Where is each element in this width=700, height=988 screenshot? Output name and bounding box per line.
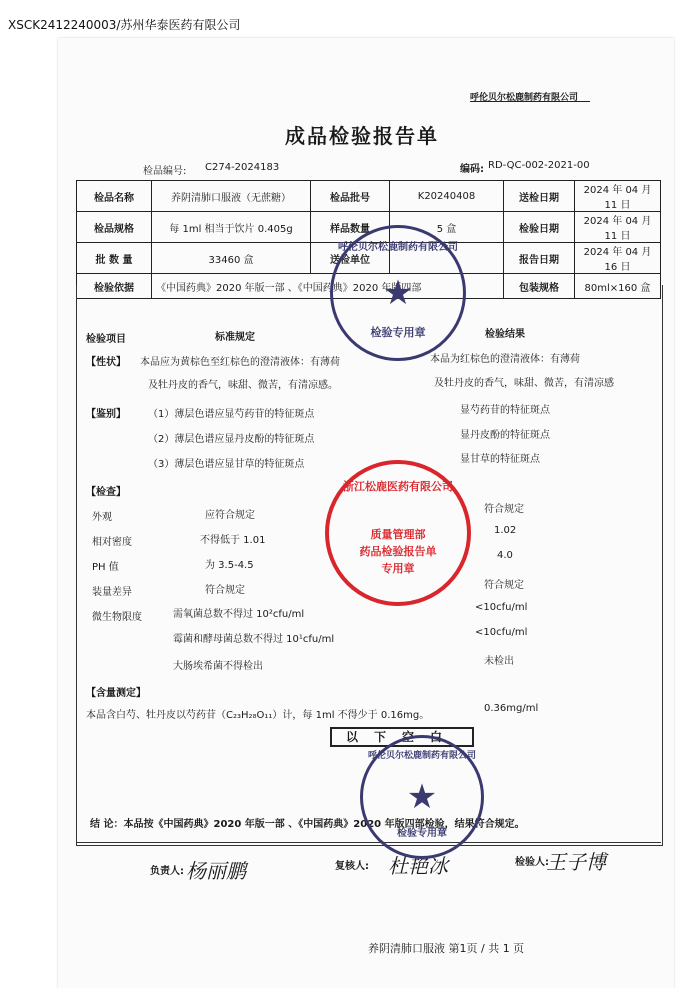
stamp-center-text: 检验专用章 <box>397 828 447 839</box>
inspector-signature: 王子博 <box>546 850 606 874</box>
cell: 检品名称 <box>77 181 152 212</box>
cell: 33460 盒 <box>152 243 311 274</box>
stamp-center-text: 药品检验报告单 <box>359 545 437 558</box>
cell: 每 1ml 相当于饮片 0.405g <box>152 212 311 243</box>
cell: 检品规格 <box>77 212 152 243</box>
star-icon: ★ <box>382 273 414 313</box>
res-line: 显甘草的特征斑点 <box>460 454 540 465</box>
check-std: 应符合规定 <box>205 510 255 521</box>
cell: 批 数 量 <box>77 243 152 274</box>
check-std: 需氧菌总数不得过 10²cfu/ml <box>173 609 305 620</box>
std-line: （2）薄层色谱应显丹皮酚的特征斑点 <box>148 434 315 445</box>
std-line: （1）薄层色谱应显芍药苷的特征斑点 <box>148 409 315 420</box>
stamp-ring-text: 浙江松鹿医药有限公司 <box>343 480 453 493</box>
res-line: 显丹皮酚的特征斑点 <box>460 430 550 441</box>
std-line: 及牡丹皮的香气，味甜、微苦，有清凉感。 <box>148 380 338 391</box>
reviewer-label: 复核人: <box>335 861 369 872</box>
header-standard: 标准规定 <box>215 332 255 343</box>
company-name: 呼伦贝尔松鹿制药有限公司 <box>470 93 579 103</box>
conclusion-divider <box>76 842 661 843</box>
report-title: 成品检验报告单 <box>285 124 439 148</box>
check-res: 未检出 <box>484 656 514 667</box>
check-item: PH 值 <box>92 562 119 573</box>
cell: 包装规格 <box>504 274 575 299</box>
cell: 2024 年 04 月 16 日 <box>575 243 661 274</box>
check-res: 符合规定 <box>484 504 524 515</box>
stamp-ring-text: 呼伦贝尔松鹿制药有限公司 <box>367 751 476 761</box>
stamp-center-text: 检验专用章 <box>370 326 426 339</box>
info-row <box>77 181 661 212</box>
cell: 养阴清肺口服液（无蔗糖） <box>152 181 311 212</box>
section-hanliang: 【含量测定】 <box>86 688 146 699</box>
inspect-no-label: 检品编号: <box>143 166 187 177</box>
content-std: 本品含白芍、牡丹皮以芍药苷（C₂₃H₂₈O₁₁）计，每 1ml 不得少于 0.16mg。 <box>86 710 430 721</box>
cell: 检品批号 <box>311 181 390 212</box>
cell: 5 盒 <box>390 212 504 243</box>
cell: 样品数量 <box>311 212 390 243</box>
check-res: <10cfu/ml <box>475 602 528 613</box>
res-line: 本品为红棕色的澄清液体：有薄荷 <box>430 354 580 365</box>
stamp-center-text: 专用章 <box>381 562 415 575</box>
company-underline <box>470 101 590 102</box>
check-item: 外观 <box>92 512 112 523</box>
section-jianbie: 【鉴别】 <box>86 409 126 420</box>
stamp-ring-text: 呼伦贝尔松鹿制药有限公司 <box>338 242 458 253</box>
below-blank-box: 以下空白 <box>330 727 474 747</box>
res-line: 及牡丹皮的香气，味甜、微苦，有清凉感 <box>434 378 614 389</box>
section-xingzhuang: 【性状】 <box>86 357 126 368</box>
cell: 送检日期 <box>504 181 575 212</box>
cell: 《中国药典》2020 年版一部 、《中国药典》2020 年版四部 <box>152 274 504 299</box>
responsible-signature: 杨丽鹏 <box>186 859 246 883</box>
reviewer-signature: 杜艳冰 <box>388 854 448 878</box>
check-item: 装量差异 <box>92 587 132 598</box>
check-res: 1.02 <box>494 525 517 536</box>
check-item: 相对密度 <box>92 537 132 548</box>
check-item: 微生物限度 <box>92 612 142 623</box>
header-item: 检验项目 <box>86 334 126 345</box>
inspect-no: C274-2024183 <box>205 162 280 173</box>
check-std: 不得低于 1.01 <box>200 535 266 546</box>
cell: 80ml×160 盒 <box>575 274 661 299</box>
cell: 送检单位 <box>311 243 390 274</box>
responsible-label: 负责人: <box>150 866 184 877</box>
check-std: 符合规定 <box>205 585 245 596</box>
content-res: 0.36mg/ml <box>484 703 539 714</box>
cell: K20240408 <box>390 181 504 212</box>
top-header: XSCK2412240003/苏州华泰医药有限公司 <box>8 18 241 32</box>
star-icon: ★ <box>406 777 438 817</box>
blue-stamp-top <box>330 225 466 361</box>
check-res: 4.0 <box>497 550 513 561</box>
header-result: 检验结果 <box>485 329 525 340</box>
red-stamp <box>325 460 471 606</box>
cell: 2024 年 04 月 11 日 <box>575 212 661 243</box>
cell: 检验依据 <box>77 274 152 299</box>
check-std: 为 3.5-4.5 <box>205 560 254 571</box>
check-res: 符合规定 <box>484 580 524 591</box>
code-value: RD-QC-002-2021-00 <box>488 160 590 171</box>
res-line: 显芍药苷的特征斑点 <box>460 405 550 416</box>
cell: 检验日期 <box>504 212 575 243</box>
code-label: 编码: <box>460 164 484 175</box>
stamp-center-text: 质量管理部 <box>370 528 426 541</box>
section-jiancha: 【检查】 <box>86 487 126 498</box>
cell: 2024 年 04 月 11 日 <box>575 181 661 212</box>
conclusion: 结 论：本品按《中国药典》2020 年版一部 、《中国药典》2020 年版四部检验，结果符合规定。 <box>90 819 525 830</box>
cell: 报告日期 <box>504 243 575 274</box>
check-res: <10cfu/ml <box>475 627 528 638</box>
std-line: 本品应为黄棕色至红棕色的澄清液体：有薄荷 <box>140 357 340 368</box>
blue-stamp-bottom <box>360 735 484 859</box>
check-std: 霉菌和酵母菌总数不得过 10¹cfu/ml <box>173 634 335 645</box>
page-footer: 养阴清肺口服液 第1页 / 共 1 页 <box>368 942 525 955</box>
check-std: 大肠埃希菌不得检出 <box>173 661 263 672</box>
inspector-label: 检验人: <box>515 857 549 868</box>
std-line: （3）薄层色谱应显甘草的特征斑点 <box>148 459 305 470</box>
